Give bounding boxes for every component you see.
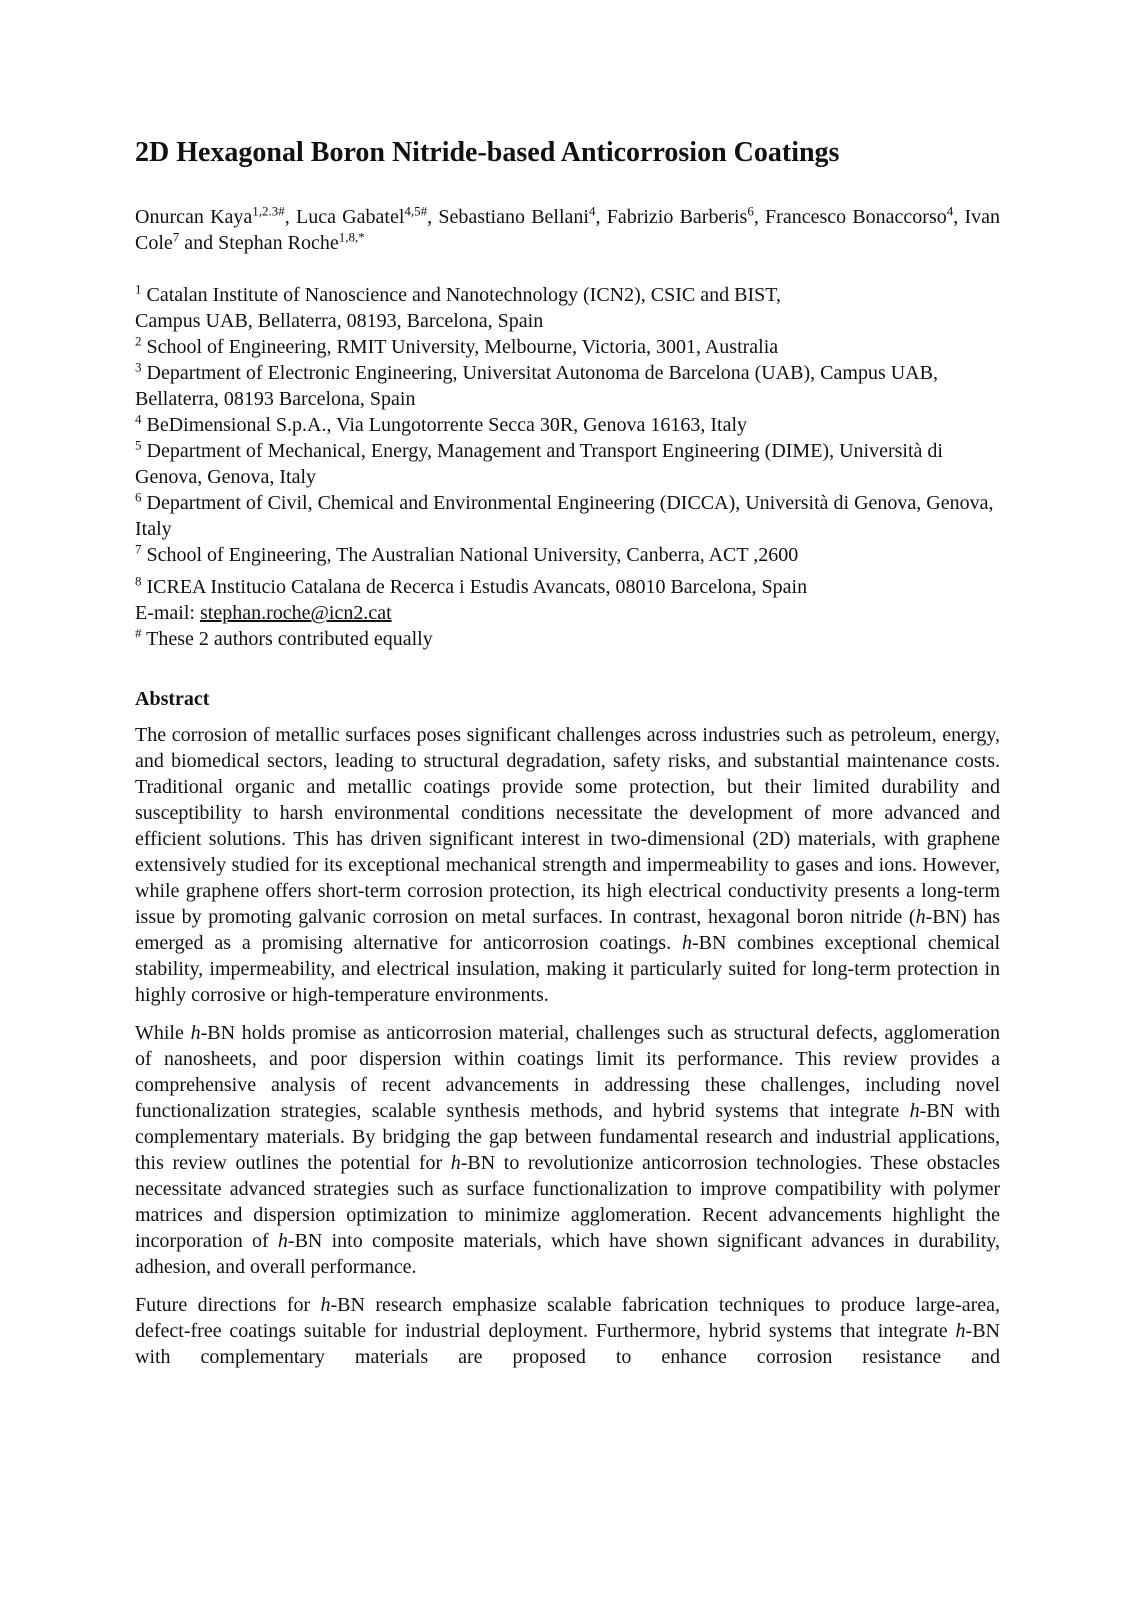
author-separator: , [427,206,439,228]
author-affiliation-mark: 4 [588,203,596,219]
author-separator: and [179,232,219,254]
affiliation-item [135,490,1000,542]
author-name: Ivan Cole [135,206,1001,254]
affiliation-item [135,574,1000,600]
italic-text: h [190,1022,201,1044]
italic-text: h [450,1152,461,1174]
affiliation-item [135,360,1000,412]
author-affiliation-mark: 1,8,* [338,229,365,245]
author-separator: , [753,206,766,228]
author-affiliation-mark: 4,5# [404,203,428,219]
paragraph-text: -BN) has emerged as a promising alternative for anticorrosion coatings. [135,906,1000,954]
affiliation-text: BeDimensional S.p.A., Via Lungotorrente Secca 30R, Genova 16163, Italy [146,414,748,436]
author-affiliation-mark: 7 [172,229,180,245]
author-affiliation-mark: 4 [946,203,954,219]
author-name: Francesco Bonaccorso [765,206,947,228]
abstract-paragraph [135,1292,1000,1370]
author-separator: , [595,206,607,228]
email-line [135,600,1000,626]
italic-text: h [915,906,926,928]
author-name: Fabrizio Barberis [606,206,748,228]
author-separator: , [284,206,296,228]
equal-contribution-text: These 2 authors contributed equally [146,628,433,650]
abstract-heading: Abstract [135,688,210,710]
paragraph-text: -BN to revolutionize anticorrosion technologies. These obstacles necessitate advanced strategies such as surface functionalization to improve compatibility with polymer matrices and dispersion optimization to minimize agglomeration. Recent advancements highlight the incorporation of [135,1152,1000,1252]
paragraph-text: Future directions for [135,1294,321,1316]
email-label: E-mail: [135,602,200,624]
italic-text: h [681,932,692,954]
paragraph-text: While [135,1022,191,1044]
affiliation-item [135,542,1000,568]
paragraph-text: -BN combines exceptional chemical stability, impermeability, and electrical insulation, making it particularly suited for long-term protection in highly corrosive or high-temperature environments. [135,932,1000,1006]
italic-text: h [909,1100,920,1122]
affiliation-text: Campus UAB, Bellaterra, 08193, Barcelona, Spain [135,310,544,332]
abstract-paragraph [135,1020,1000,1280]
paper-title: 2D Hexagonal Boron Nitride-based Anticorrosion Coatings [135,137,840,168]
author-list [135,204,1000,256]
author-affiliation-mark: 1,2.3# [252,203,285,219]
paragraph-text: -BN with complementary materials. By bridging the gap between fundamental research and industrial applications, this review outlines the potential for [135,1100,1001,1174]
author-affiliation-mark: 6 [747,203,754,219]
italic-text: h [277,1230,288,1252]
affiliation-number: 4 [135,411,142,427]
author-name: Stephan Roche [218,232,339,254]
paragraph-text: The corrosion of metallic surfaces poses significant challenges across industries such as petroleum, energy, and biomedical sectors, leading to structural degradation, safety risks, and substantial maintenance costs. Traditional organic and metallic coatings provide some protection, but their limited durability and susceptibility to harsh environmental conditions necessitate the development of more advanced and efficient solutions. This has driven significant interest in two-dimensional (2D) materials, with graphene extensively studied for its exceptional mechanical strength and impermeability to gases and ions. However, while graphene offers short-term corrosion protection, its high electrical conductivity presents a long-term issue by promoting galvanic corrosion on metal surfaces. In contrast, hexagonal boron nitride ( [135,724,1000,928]
paragraph-text: -BN holds promise as anticorrosion material, challenges such as structural defects, agglomeration of nanosheets, and poor dispersion within coatings limit its performance. This review provides a comprehensive analysis of recent advancements in addressing these challenges, including novel functionalization strategies, scalable synthesis methods, and hybrid systems that integrate [135,1022,1000,1122]
affiliation-number: 7 [135,541,142,557]
page-content [135,136,1000,1382]
italic-text: h [320,1294,331,1316]
author-name: Luca Gabatel [296,206,405,228]
affiliation-number: 6 [135,489,142,505]
abstract-body [135,722,1000,1370]
affiliation-text: School of Engineering, RMIT University, Melbourne, Victoria, 3001, Australia [146,336,779,358]
paragraph-text: -BN into composite materials, which have shown significant advances in durability, adhesion, and overall performance. [135,1230,1000,1278]
email-address[interactable]: stephan.roche@icn2.cat [199,602,392,624]
affiliation-text: Department of Electronic Engineering, Universitat Autonoma de Barcelona (UAB), Campus UAB, Bellaterra, 08193 Barcelona, Spain [135,362,938,410]
equal-contribution-note [135,626,1000,652]
affiliation-number: 2 [135,333,142,349]
affiliation-text: ICREA Institucio Catalana de Recerca i Estudis Avancats, 08010 Barcelona, Spain [146,576,808,598]
affiliation-item [135,334,1000,360]
affiliation-item [135,282,1000,334]
affiliation-number: 3 [135,359,142,375]
affiliation-list [135,282,1000,652]
equal-contribution-mark: # [135,625,142,641]
affiliation-item [135,438,1000,490]
affiliation-number: 1 [135,281,142,297]
affiliation-item [135,412,1000,438]
affiliation-text: Catalan Institute of Nanoscience and Nanotechnology (ICN2), CSIC and BIST, [146,284,781,306]
author-separator: , [953,206,965,228]
paragraph-text: -BN with complementary materials are proposed to enhance corrosion resistance and [135,1320,1000,1368]
affiliation-number: 8 [135,573,142,589]
affiliation-number: 5 [135,437,142,453]
affiliation-text: School of Engineering, The Australian National University, Canberra, ACT ,2600 [146,544,799,566]
italic-text: h [955,1320,966,1342]
author-name: Onurcan Kaya [135,206,253,228]
affiliation-text: Department of Civil, Chemical and Environmental Engineering (DICCA), Università di Genova, Genova, Italy [135,492,994,540]
affiliation-text: Department of Mechanical, Energy, Management and Transport Engineering (DIME), Università di Genova, Genova, Italy [135,440,943,488]
author-name: Sebastiano Bellani [438,206,589,228]
paragraph-text: -BN research emphasize scalable fabrication techniques to produce large-area, defect-free coatings suitable for industrial deployment. Furthermore, hybrid systems that integrate [135,1294,1001,1342]
abstract-paragraph [135,722,1000,1008]
